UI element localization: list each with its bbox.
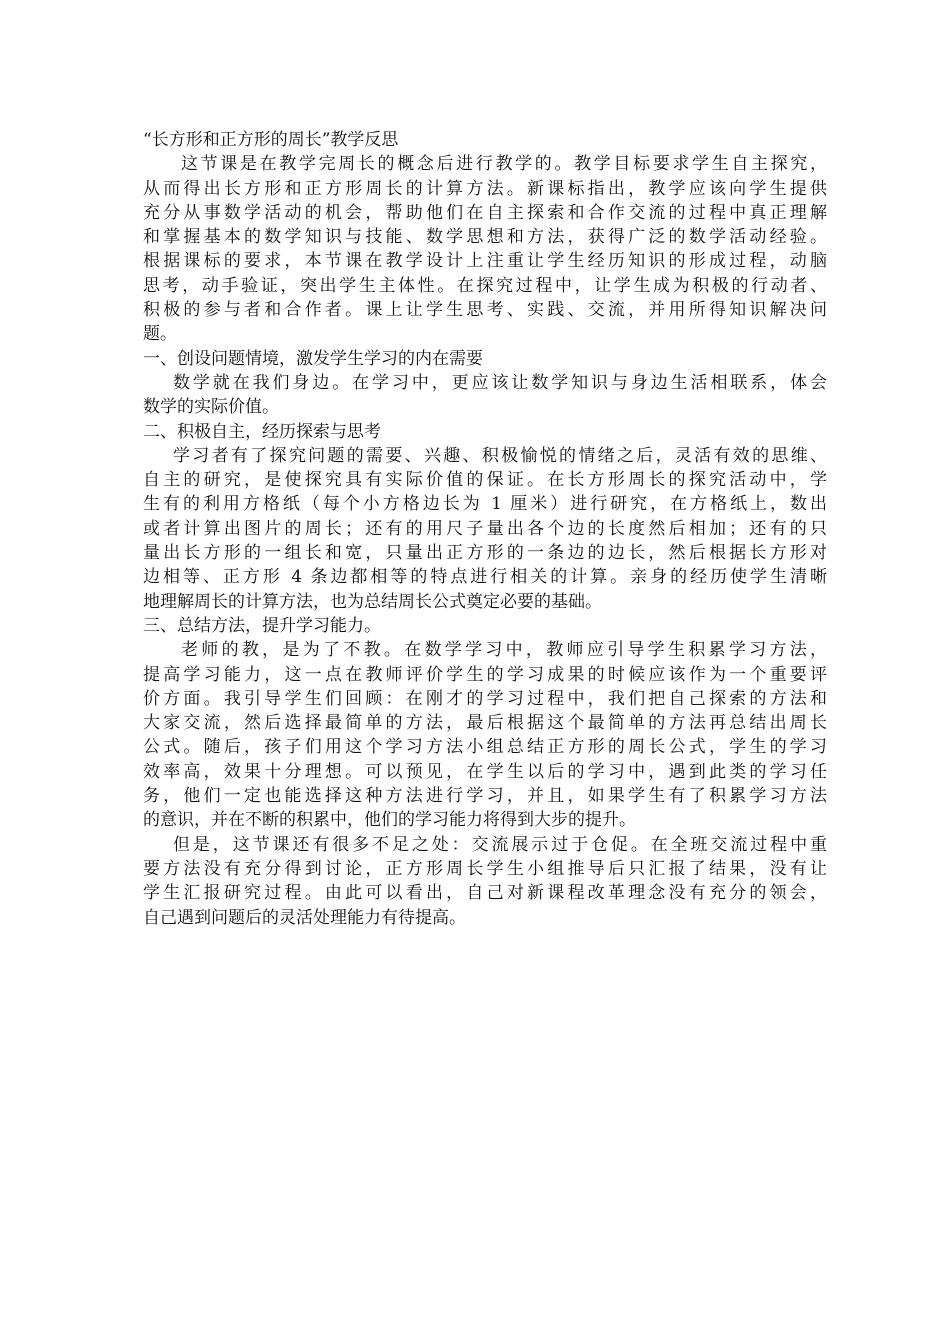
- document-title: “长方形和正方形的周长”教学反思: [143, 130, 399, 150]
- text-line: 效率高，效果十分理想。可以预见，在学生以后的学习中，遇到此类的学习任: [143, 761, 827, 782]
- section-heading-2: 二、积极自主，经历探索与思考: [143, 421, 381, 442]
- text-line: 充分从事数学活动的机会，帮助他们在自主探索和合作交流的过程中真正理解: [143, 202, 827, 223]
- text-line: 数学的实际价值。: [143, 397, 279, 418]
- section-1-paragraph: [143, 371, 827, 420]
- text-line: 数学就在我们身边。在学习中，更应该让数学知识与身边生活相联系，体会: [173, 372, 827, 393]
- text-line: 大家交流，然后选择最简单的方法，最后根据这个最简单的方法再总结出周长: [143, 713, 827, 734]
- text-line: 生有的利用方格纸（每个小方格边长为 1 厘米）进行研究，在方格纸上，数出: [143, 494, 827, 515]
- text-line: 务，他们一定也能选择这种方法进行学习，并且，如果学生有了积累学习方法: [143, 786, 827, 807]
- text-line: 和掌握基本的数学知识与技能、数学思想和方法，获得广泛的数学活动经验。: [143, 227, 827, 248]
- text-line: 这节课是在教学完周长的概念后进行教学的。教学目标要求学生自主探究，: [181, 154, 827, 175]
- conclusion-paragraph: [143, 833, 827, 930]
- text-line: 根据课标的要求，本节课在教学设计上注重让学生经历知识的形成过程，动脑: [143, 251, 827, 272]
- text-line: 学习者有了探究问题的需要、兴趣、积极愉悦的情绪之后，灵活有效的思维、: [173, 445, 827, 466]
- text-line: 自己遇到问题后的灵活处理能力有待提高。: [143, 907, 466, 928]
- text-line: 从而得出长方形和正方形周长的计算方法。新课标指出，教学应该向学生提供: [143, 178, 827, 199]
- text-line: 但是，这节课还有很多不足之处：交流展示过于仓促。在全班交流过程中重: [173, 834, 827, 855]
- text-line: 公式。随后，孩子们用这个学习方法小组总结正方形的周长公式，学生的学习: [143, 737, 827, 758]
- text-line: 价方面。我引导学生们回顾：在刚才的学习过程中，我们把自己探索的方法和: [143, 688, 827, 709]
- text-line: 题。: [143, 324, 177, 345]
- text-line: 自主的研究，是使探究具有实际价值的保证。在长方形周长的探究活动中，学: [143, 470, 827, 491]
- text-line: 的意识，并在不断的积累中，他们的学习能力将得到大步的提升。: [143, 810, 636, 831]
- text-line: 或者计算出图片的周长；还有的用尺子量出各个边的长度然后相加；还有的只: [143, 518, 827, 539]
- section-2-paragraph: [143, 444, 827, 614]
- section-3-paragraph: [143, 638, 827, 832]
- text-line: 学生汇报研究过程。由此可以看出，自己对新课程改革理念没有充分的领会，: [143, 883, 827, 904]
- text-line: 提高学习能力，这一点在教师评价学生的学习成果的时候应该作为一个重要评: [143, 664, 827, 685]
- text-line: 思考，动手验证，突出学生主体性。在探究过程中，让学生成为积极的行动者、: [143, 275, 827, 296]
- text-line: 积极的参与者和合作者。课上让学生思考、实践、交流，并用所得知识解决问: [143, 300, 827, 321]
- text-line: 要方法没有充分得到讨论，正方形周长学生小组推导后只汇报了结果，没有让: [143, 858, 827, 879]
- section-heading-3: 三、总结方法，提升学习能力。: [143, 615, 381, 636]
- text-line: 老师的教，是为了不教。在数学学习中，教师应引导学生积累学习方法，: [181, 640, 827, 661]
- text-line: 地理解周长的计算方法，也为总结周长公式奠定必要的基础。: [143, 591, 602, 612]
- text-line: 边相等、正方形 4 条边都相等的特点进行相关的计算。亲身的经历使学生清晰: [143, 567, 827, 588]
- intro-paragraph: [143, 152, 827, 346]
- text-line: 量出长方形的一组长和宽，只量出正方形的一条边的边长，然后根据长方形对: [143, 543, 827, 564]
- section-heading-1: 一、创设问题情境，激发学生学习的内在需要: [143, 348, 483, 369]
- document-page: [143, 128, 827, 930]
